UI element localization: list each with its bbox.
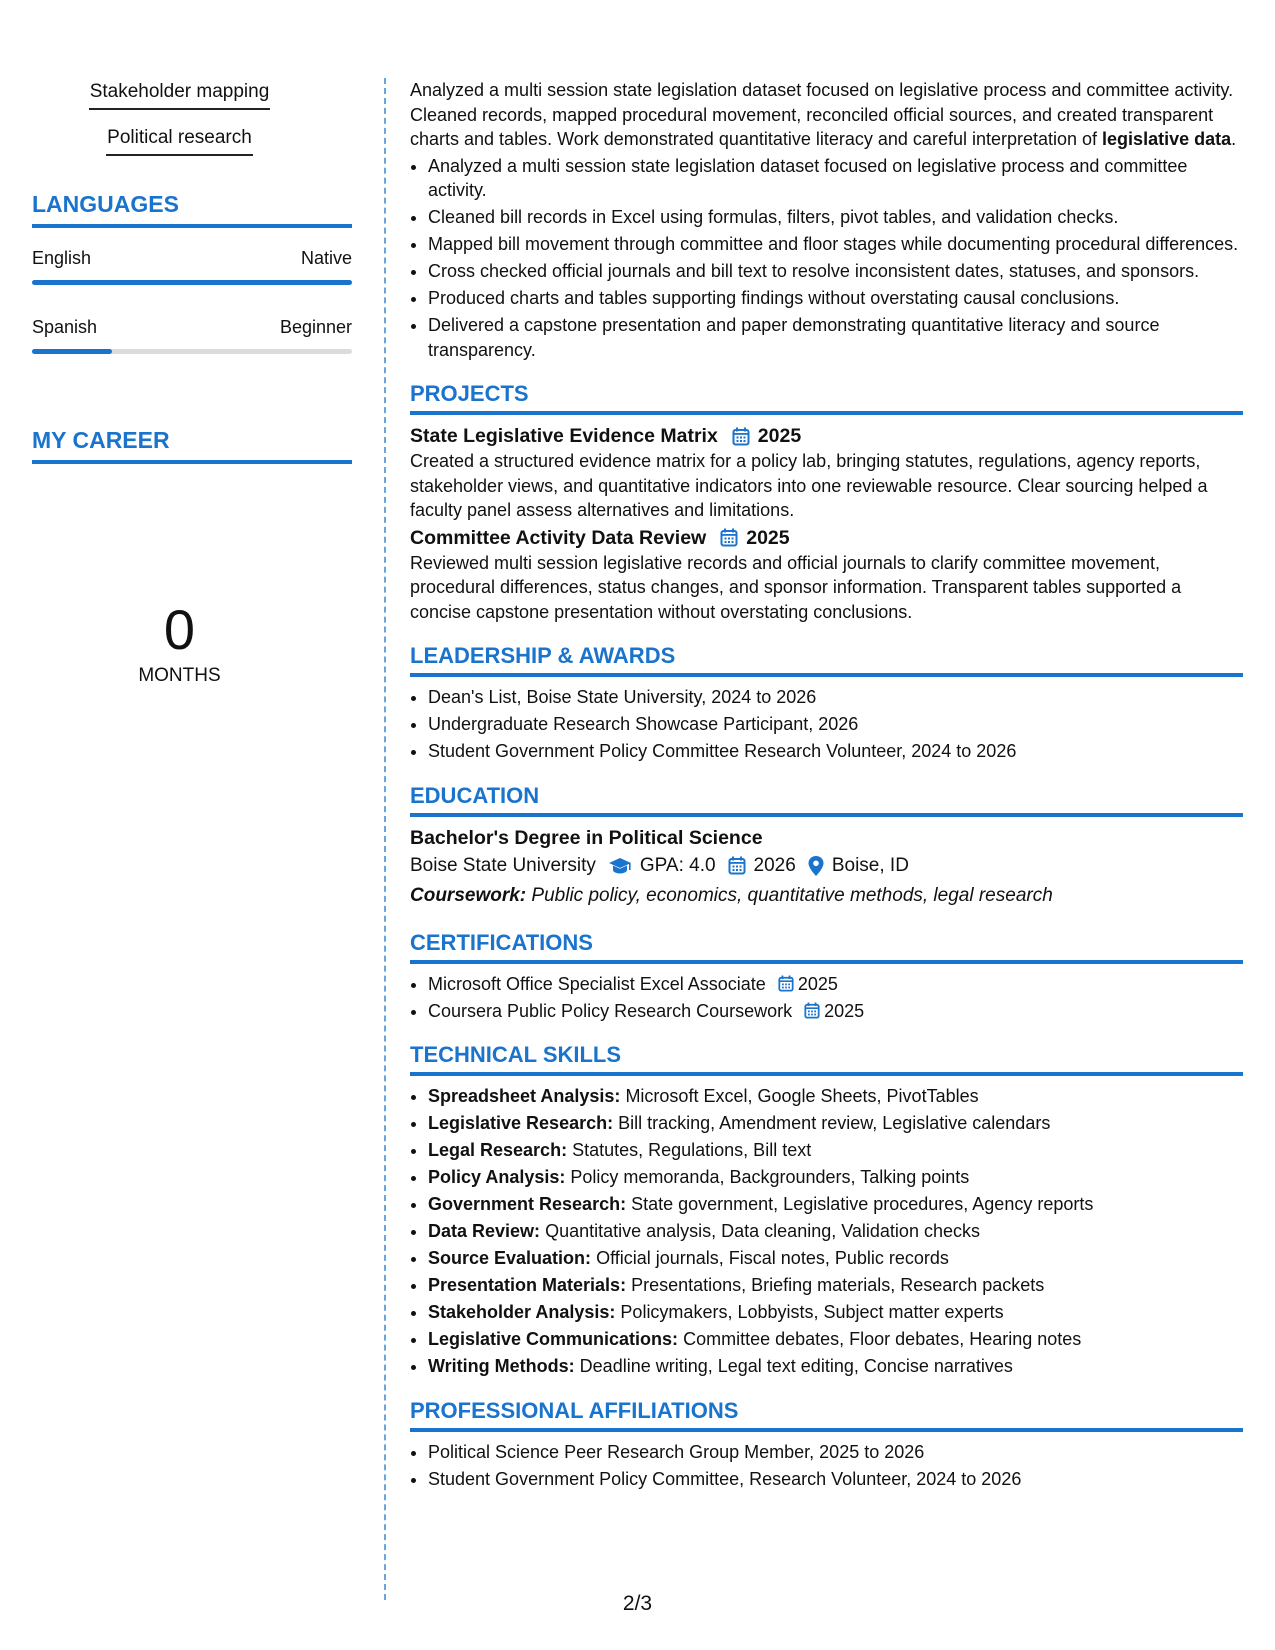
list-item: • Produced charts and tables supporting findings without overstating causal conclusions.: [428, 286, 1243, 311]
project-title: Committee Activity Data Review: [410, 526, 707, 549]
language-item: [32, 246, 352, 285]
summary-bullet-list: [410, 154, 1243, 363]
certifications-heading: CERTIFICATIONS: [410, 929, 1243, 964]
education-heading: EDUCATION: [410, 782, 1243, 817]
project-year: 2025: [757, 425, 802, 447]
leadership-heading: LEADERSHIP & AWARDS: [410, 642, 1243, 677]
skill-value: Official journals, Fiscal notes, Public records: [596, 1248, 949, 1268]
project-item: [410, 423, 1243, 523]
language-proficiency-fill: [32, 280, 352, 285]
skill-label: Presentation Materials:: [428, 1275, 627, 1295]
language-name: English: [32, 248, 92, 268]
graduation-cap-icon: [608, 857, 632, 875]
education-degree: Bachelor's Degree in Political Science: [410, 826, 763, 849]
project-item: [410, 525, 1243, 625]
list-item: • Mapped bill movement through committee and floor stages while documenting procedural differences.: [428, 232, 1243, 257]
project-year: 2025: [746, 526, 790, 549]
skill-label: Government Research:: [428, 1194, 627, 1214]
summary-emphasis: legislative data: [1102, 129, 1232, 149]
project-description: Reviewed multi session legislative records and official journals to clarify committee movement, procedural differences, status changes, and sponsor information. Transparent tables supported a concise capstone presentation without overstating conclusions.: [410, 552, 1182, 622]
skill-tag: Stakeholder mapping: [89, 80, 271, 110]
language-proficiency-fill: [32, 349, 112, 354]
list-item: [428, 1219, 1243, 1244]
skill-label: Spreadsheet Analysis:: [428, 1086, 621, 1106]
education-details: [410, 851, 1243, 881]
skill-value: Quantitative analysis, Data cleaning, Validation checks: [545, 1221, 980, 1241]
certification-name: • Microsoft Office Specialist Excel Associate: [428, 973, 766, 994]
skill-value: Bill tracking, Amendment review, Legislative calendars: [618, 1113, 1051, 1133]
affiliations-list: [410, 1440, 1243, 1492]
technical-skills-heading: TECHNICAL SKILLS: [410, 1041, 1243, 1076]
skill-value: Presentations, Briefing materials, Research packets: [631, 1275, 1045, 1295]
language-level: Native: [300, 248, 352, 268]
calendar-icon: [728, 856, 746, 875]
education-school: Boise State University: [410, 854, 596, 876]
career-duration-value: 0: [163, 598, 196, 661]
list-item: [428, 1138, 1243, 1163]
skill-label: Writing Methods:: [428, 1356, 575, 1376]
certification-year: 2025: [824, 1000, 865, 1021]
leadership-list: [410, 685, 1243, 764]
certification-year: 2025: [797, 973, 838, 994]
list-item: [428, 1354, 1243, 1379]
technical-skills-list: [410, 1084, 1243, 1379]
list-item: [428, 1165, 1243, 1190]
list-item: [428, 1084, 1243, 1109]
location-pin-icon: [808, 856, 824, 876]
list-item: • Undergraduate Research Showcase Participant, 2026: [428, 712, 1243, 737]
certification-name: • Coursera Public Policy Research Coursework: [428, 1000, 793, 1021]
skill-label: Legislative Research:: [428, 1113, 614, 1133]
skill-value: Policy memoranda, Backgrounders, Talking points: [570, 1167, 970, 1187]
skill-label: Data Review:: [428, 1221, 541, 1241]
column-divider: [384, 78, 386, 1600]
list-item: [428, 999, 1243, 1024]
education-coursework: [410, 881, 1243, 911]
list-item: • Student Government Policy Committee Research Volunteer, 2024 to 2026: [428, 739, 1243, 764]
list-item: • Cleaned bill records in Excel using formulas, filters, pivot tables, and validation checks.: [428, 205, 1243, 230]
list-item: [428, 1111, 1243, 1136]
education-gpa: GPA: 4.0: [639, 854, 716, 876]
skill-label: Stakeholder Analysis:: [428, 1302, 616, 1322]
list-item: [428, 1246, 1243, 1271]
page-number: 2/3: [622, 1592, 653, 1615]
list-item: [428, 1273, 1243, 1298]
language-level: Beginner: [279, 317, 352, 337]
skill-value: Committee debates, Floor debates, Hearing notes: [683, 1329, 1082, 1349]
list-item: [428, 1300, 1243, 1325]
left-column: [32, 80, 352, 686]
languages-heading: LANGUAGES: [32, 190, 352, 228]
list-item: • Delivered a capstone presentation and paper demonstrating quantitative literacy and source transparency.: [428, 313, 1243, 362]
list-item: [428, 1327, 1243, 1352]
coursework-label: Coursework:: [410, 884, 527, 906]
coursework-value: Public policy, economics, quantitative methods, legal research: [531, 884, 1053, 906]
right-column: [410, 78, 1243, 1494]
calendar-icon: [778, 975, 794, 992]
list-item: • Analyzed a multi session state legislation dataset focused on legislative process and committee activity.: [428, 154, 1243, 203]
career-duration-unit: MONTHS: [138, 665, 221, 686]
list-item: • Political Science Peer Research Group Member, 2025 to 2026: [428, 1440, 1243, 1465]
certifications-list: [410, 972, 1243, 1024]
list-item: • Cross checked official journals and bill text to resolve inconsistent dates, statuses, and sponsors.: [428, 259, 1243, 284]
list-item: • Dean's List, Boise State University, 2024 to 2026: [428, 685, 1243, 710]
skill-tag-list: [32, 80, 327, 156]
career-heading: MY CAREER: [32, 426, 352, 464]
calendar-icon: [804, 1002, 820, 1019]
language-name: Spanish: [32, 317, 98, 337]
skill-label: Legislative Communications:: [428, 1329, 679, 1349]
affiliations-heading: PROFESSIONAL AFFILIATIONS: [410, 1397, 1243, 1432]
calendar-icon: [720, 528, 738, 547]
list-item: [428, 972, 1243, 997]
education-location: Boise, ID: [831, 854, 909, 876]
skill-value: Policymakers, Lobbyists, Subject matter experts: [620, 1302, 1004, 1322]
projects-heading: PROJECTS: [410, 380, 1243, 415]
summary-paragraph: Analyzed a multi session state legislation dataset focused on legislative process and committee activity. Cleaned records, mapped procedural movement, reconciled official sources, and created transparent charts and tables. Work demonstrated quantitative literacy and careful interpretation of legislative data.: [410, 80, 1237, 149]
skill-label: Legal Research:: [428, 1140, 568, 1160]
skill-value: Statutes, Regulations, Bill text: [572, 1140, 812, 1160]
project-description: Created a structured evidence matrix for a policy lab, bringing statutes, regulations, agency reports, stakeholder views, and quantitative indicators into one reviewable resource. Clear sourcing helped a faculty panel assess alternatives and limitations.: [410, 451, 1208, 520]
skill-label: Policy Analysis:: [428, 1167, 566, 1187]
language-proficiency-bar: [32, 280, 352, 285]
list-item: [428, 1192, 1243, 1217]
skill-value: Deadline writing, Legal text editing, Concise narratives: [579, 1356, 1013, 1376]
language-proficiency-bar: [32, 349, 352, 354]
skill-label: Source Evaluation:: [428, 1248, 592, 1268]
education-year: 2026: [753, 854, 796, 876]
skill-value: Microsoft Excel, Google Sheets, PivotTables: [625, 1086, 979, 1106]
list-item: • Student Government Policy Committee, Research Volunteer, 2024 to 2026: [428, 1467, 1243, 1492]
project-title: State Legislative Evidence Matrix: [410, 425, 718, 447]
skill-tag: Political research: [106, 126, 253, 156]
skill-value: State government, Legislative procedures, Agency reports: [631, 1194, 1094, 1214]
language-item: [32, 315, 352, 354]
calendar-icon: [732, 427, 750, 446]
